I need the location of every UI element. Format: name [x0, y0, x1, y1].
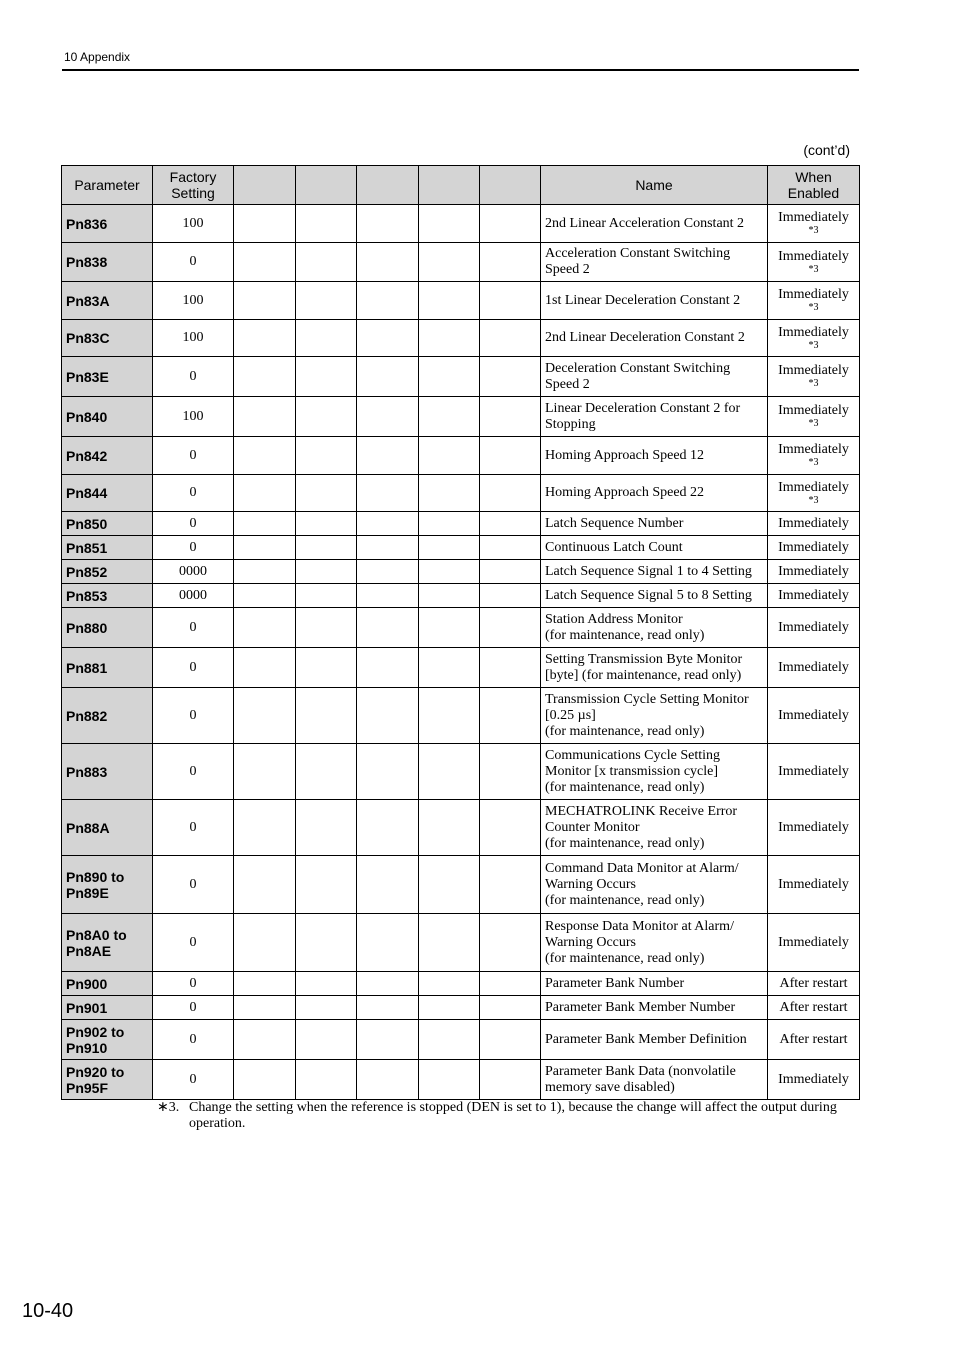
blank-cell	[234, 282, 296, 320]
factory-setting-cell: 0	[153, 972, 234, 996]
blank-cell	[357, 648, 419, 688]
blank-cell	[480, 688, 541, 744]
when-enabled-cell	[768, 437, 860, 475]
name-cell: Station Address Monitor (for maintenance, read only)	[541, 608, 768, 648]
name-cell: Linear Deceleration Constant 2 for Stopping	[541, 397, 768, 437]
blank-cell	[296, 996, 357, 1020]
factory-setting-cell: 0	[153, 357, 234, 397]
factory-setting-cell: 0	[153, 1060, 234, 1100]
table-row	[62, 475, 860, 512]
factory-setting-cell: 0	[153, 437, 234, 475]
table-row	[62, 397, 860, 437]
when-enabled-cell	[768, 560, 860, 584]
when-enabled-text: Immediately	[778, 707, 849, 723]
footnote-reference: *3	[808, 378, 819, 389]
blank-cell	[419, 205, 480, 243]
table-row	[62, 512, 860, 536]
blank-cell	[296, 914, 357, 972]
table-row	[62, 996, 860, 1020]
blank-cell	[296, 512, 357, 536]
blank-cell	[480, 914, 541, 972]
factory-setting-cell: 0	[153, 996, 234, 1020]
when-enabled-text: Immediately	[778, 539, 849, 555]
table-row	[62, 205, 860, 243]
blank-cell	[419, 688, 480, 744]
parameter-cell: Pn882	[62, 688, 153, 744]
name-cell: Homing Approach Speed 12	[541, 437, 768, 475]
when-enabled-text: Immediately	[778, 819, 849, 835]
blank-cell	[357, 205, 419, 243]
blank-cell	[234, 536, 296, 560]
blank-cell	[480, 320, 541, 357]
footnote-reference: *3	[808, 418, 819, 429]
parameter-cell: Pn850	[62, 512, 153, 536]
factory-setting-cell: 0	[153, 648, 234, 688]
table-row	[62, 972, 860, 996]
factory-setting-cell: 0	[153, 536, 234, 560]
blank-cell	[296, 608, 357, 648]
when-enabled-text: Immediately	[778, 876, 849, 892]
blank-cell	[234, 914, 296, 972]
name-cell: Parameter Bank Data (nonvolatile memory save disabled)	[541, 1060, 768, 1100]
table-row	[62, 608, 860, 648]
when-enabled-text: Immediately	[778, 363, 849, 378]
blank-cell	[480, 512, 541, 536]
blank-cell	[480, 243, 541, 282]
blank-cell	[480, 1060, 541, 1100]
when-enabled-cell	[768, 914, 860, 972]
footnote-reference: *3	[808, 225, 819, 236]
blank-cell	[419, 914, 480, 972]
name-cell: MECHATROLINK Receive Error Counter Monitor (for maintenance, read only)	[541, 800, 768, 856]
blank-cell	[234, 688, 296, 744]
parameter-cell: Pn83E	[62, 357, 153, 397]
table-row	[62, 584, 860, 608]
when-enabled-cell	[768, 357, 860, 397]
parameter-cell: Pn844	[62, 475, 153, 512]
blank-cell	[419, 512, 480, 536]
header-blank-3	[357, 166, 419, 205]
when-enabled-text: Immediately	[778, 479, 849, 495]
footnote-mark: ∗3.	[157, 1100, 180, 1115]
header-blank-5	[480, 166, 541, 205]
blank-cell	[296, 475, 357, 512]
blank-cell	[480, 996, 541, 1020]
table-header-row	[62, 166, 860, 205]
blank-cell	[480, 856, 541, 914]
factory-setting-cell: 0	[153, 856, 234, 914]
parameter-cell: Pn880	[62, 608, 153, 648]
blank-cell	[296, 856, 357, 914]
factory-setting-cell: 100	[153, 320, 234, 357]
blank-cell	[480, 1020, 541, 1060]
when-enabled-cell	[768, 688, 860, 744]
blank-cell	[419, 800, 480, 856]
factory-setting-cell: 0000	[153, 560, 234, 584]
table-row	[62, 357, 860, 397]
blank-cell	[480, 648, 541, 688]
when-enabled-cell	[768, 1020, 860, 1060]
when-enabled-cell	[768, 243, 860, 282]
when-enabled-text: After restart	[779, 1031, 848, 1047]
blank-cell	[419, 320, 480, 357]
section-header: 10 Appendix	[64, 50, 131, 64]
factory-setting-cell: 0000	[153, 584, 234, 608]
blank-cell	[480, 397, 541, 437]
blank-cell	[296, 648, 357, 688]
blank-cell	[234, 1060, 296, 1100]
name-cell: Latch Sequence Number	[541, 512, 768, 536]
parameter-cell: Pn842	[62, 437, 153, 475]
table-row	[62, 1060, 860, 1100]
blank-cell	[234, 996, 296, 1020]
footnote-reference: *3	[808, 457, 819, 468]
blank-cell	[357, 536, 419, 560]
blank-cell	[480, 584, 541, 608]
when-enabled-text: Immediately	[778, 1071, 849, 1087]
blank-cell	[296, 584, 357, 608]
when-enabled-text: Immediately	[778, 934, 849, 950]
blank-cell	[296, 536, 357, 560]
when-enabled-text: Immediately	[778, 659, 849, 675]
when-enabled-text: Immediately	[778, 619, 849, 635]
blank-cell	[480, 560, 541, 584]
name-cell: Response Data Monitor at Alarm/ Warning Occurs (for maintenance, read only)	[541, 914, 768, 972]
header-parameter: Parameter	[62, 166, 153, 205]
when-enabled-text: Immediately	[778, 210, 849, 225]
when-enabled-text: Immediately	[778, 587, 849, 603]
parameter-cell: Pn83A	[62, 282, 153, 320]
blank-cell	[480, 475, 541, 512]
blank-cell	[480, 744, 541, 800]
when-enabled-text: Immediately	[778, 324, 849, 340]
name-cell: 1st Linear Deceleration Constant 2	[541, 282, 768, 320]
parameter-cell: Pn8A0 to Pn8AE	[62, 914, 153, 972]
header-factory-setting: Factory Setting	[153, 166, 234, 205]
header-name: Name	[541, 166, 768, 205]
blank-cell	[234, 856, 296, 914]
blank-cell	[234, 972, 296, 996]
blank-cell	[234, 584, 296, 608]
page-number: 10-40	[22, 1300, 74, 1322]
blank-cell	[296, 282, 357, 320]
when-enabled-cell	[768, 608, 860, 648]
blank-cell	[296, 357, 357, 397]
when-enabled-cell	[768, 648, 860, 688]
when-enabled-cell	[768, 320, 860, 357]
footnote-reference: *3	[808, 302, 819, 313]
footnote-reference: *3	[808, 494, 819, 506]
name-cell: Parameter Bank Member Definition	[541, 1020, 768, 1060]
blank-cell	[234, 437, 296, 475]
table-row	[62, 1020, 860, 1060]
factory-setting-cell: 0	[153, 1020, 234, 1060]
name-cell: Latch Sequence Signal 5 to 8 Setting	[541, 584, 768, 608]
parameter-cell: Pn88A	[62, 800, 153, 856]
blank-cell	[480, 205, 541, 243]
parameter-cell: Pn900	[62, 972, 153, 996]
blank-cell	[419, 475, 480, 512]
blank-cell	[234, 357, 296, 397]
when-enabled-cell	[768, 205, 860, 243]
blank-cell	[357, 996, 419, 1020]
blank-cell	[419, 996, 480, 1020]
blank-cell	[419, 243, 480, 282]
table-row	[62, 536, 860, 560]
blank-cell	[296, 243, 357, 282]
name-cell: 2nd Linear Acceleration Constant 2	[541, 205, 768, 243]
blank-cell	[357, 475, 419, 512]
blank-cell	[234, 608, 296, 648]
name-cell: Setting Transmission Byte Monitor [byte] (for maintenance, read only)	[541, 648, 768, 688]
blank-cell	[357, 512, 419, 536]
when-enabled-cell	[768, 996, 860, 1020]
name-cell: Homing Approach Speed 22	[541, 475, 768, 512]
blank-cell	[419, 437, 480, 475]
header-blank-2	[296, 166, 357, 205]
blank-cell	[419, 648, 480, 688]
blank-cell	[296, 205, 357, 243]
blank-cell	[419, 536, 480, 560]
when-enabled-cell	[768, 972, 860, 996]
name-cell: Communications Cycle Setting Monitor [x transmission cycle] (for maintenance, read only)	[541, 744, 768, 800]
blank-cell	[234, 397, 296, 437]
blank-cell	[419, 282, 480, 320]
factory-setting-cell: 0	[153, 914, 234, 972]
factory-setting-cell: 100	[153, 282, 234, 320]
name-cell: Latch Sequence Signal 1 to 4 Setting	[541, 560, 768, 584]
blank-cell	[296, 397, 357, 437]
blank-cell	[357, 856, 419, 914]
blank-cell	[296, 688, 357, 744]
blank-cell	[357, 1020, 419, 1060]
when-enabled-cell	[768, 584, 860, 608]
blank-cell	[419, 584, 480, 608]
when-enabled-text: Immediately	[778, 248, 849, 264]
when-enabled-text: Immediately	[778, 442, 849, 457]
blank-cell	[419, 856, 480, 914]
parameter-cell: Pn883	[62, 744, 153, 800]
when-enabled-cell	[768, 475, 860, 512]
when-enabled-text: After restart	[779, 999, 848, 1015]
name-cell: Continuous Latch Count	[541, 536, 768, 560]
blank-cell	[480, 437, 541, 475]
blank-cell	[357, 320, 419, 357]
name-cell: 2nd Linear Deceleration Constant 2	[541, 320, 768, 357]
table-row	[62, 282, 860, 320]
table-row	[62, 688, 860, 744]
when-enabled-cell	[768, 856, 860, 914]
when-enabled-text: Immediately	[778, 287, 849, 302]
parameter-cell: Pn902 to Pn910	[62, 1020, 153, 1060]
header-blank-4	[419, 166, 480, 205]
blank-cell	[357, 1060, 419, 1100]
factory-setting-cell: 0	[153, 744, 234, 800]
name-cell: Deceleration Constant Switching Speed 2	[541, 357, 768, 397]
blank-cell	[357, 397, 419, 437]
blank-cell	[234, 320, 296, 357]
blank-cell	[357, 243, 419, 282]
factory-setting-cell: 100	[153, 397, 234, 437]
when-enabled-text: Immediately	[778, 763, 849, 779]
blank-cell	[357, 800, 419, 856]
blank-cell	[419, 608, 480, 648]
blank-cell	[296, 1020, 357, 1060]
factory-setting-cell: 0	[153, 475, 234, 512]
table-body	[62, 205, 860, 1100]
blank-cell	[234, 648, 296, 688]
blank-cell	[296, 800, 357, 856]
blank-cell	[234, 512, 296, 536]
when-enabled-cell	[768, 1060, 860, 1100]
parameter-cell: Pn920 to Pn95F	[62, 1060, 153, 1100]
parameter-cell: Pn881	[62, 648, 153, 688]
blank-cell	[419, 1020, 480, 1060]
factory-setting-cell: 0	[153, 608, 234, 648]
parameter-cell: Pn836	[62, 205, 153, 243]
table-row	[62, 648, 860, 688]
blank-cell	[357, 688, 419, 744]
blank-cell	[480, 357, 541, 397]
name-cell: Parameter Bank Number	[541, 972, 768, 996]
blank-cell	[296, 1060, 357, 1100]
blank-cell	[419, 972, 480, 996]
blank-cell	[480, 282, 541, 320]
blank-cell	[296, 320, 357, 357]
footnote-reference: *3	[808, 339, 819, 351]
when-enabled-cell	[768, 397, 860, 437]
factory-setting-cell: 0	[153, 512, 234, 536]
when-enabled-text: After restart	[779, 975, 848, 991]
name-cell: Transmission Cycle Setting Monitor [0.25 µs] (for maintenance, read only)	[541, 688, 768, 744]
blank-cell	[357, 560, 419, 584]
blank-cell	[296, 437, 357, 475]
blank-cell	[480, 972, 541, 996]
blank-cell	[296, 744, 357, 800]
header-blank-1	[234, 166, 296, 205]
parameter-table	[61, 165, 860, 1100]
parameter-cell: Pn853	[62, 584, 153, 608]
parameter-cell: Pn852	[62, 560, 153, 584]
blank-cell	[419, 397, 480, 437]
blank-cell	[234, 243, 296, 282]
table-row	[62, 744, 860, 800]
blank-cell	[357, 972, 419, 996]
when-enabled-cell	[768, 800, 860, 856]
table-row	[62, 800, 860, 856]
when-enabled-cell	[768, 536, 860, 560]
footnote	[157, 1100, 857, 1132]
table-row	[62, 914, 860, 972]
name-cell: Command Data Monitor at Alarm/ Warning Occurs (for maintenance, read only)	[541, 856, 768, 914]
blank-cell	[357, 282, 419, 320]
when-enabled-text: Immediately	[778, 563, 849, 579]
blank-cell	[357, 914, 419, 972]
table-row	[62, 243, 860, 282]
blank-cell	[419, 560, 480, 584]
parameter-cell: Pn851	[62, 536, 153, 560]
blank-cell	[419, 357, 480, 397]
table-row	[62, 320, 860, 357]
name-cell: Acceleration Constant Switching Speed 2	[541, 243, 768, 282]
blank-cell	[357, 744, 419, 800]
factory-setting-cell: 100	[153, 205, 234, 243]
blank-cell	[296, 560, 357, 584]
when-enabled-text: Immediately	[778, 515, 849, 531]
parameter-cell: Pn840	[62, 397, 153, 437]
table-row	[62, 437, 860, 475]
header-when-enabled: When Enabled	[768, 166, 860, 205]
when-enabled-text: Immediately	[778, 403, 849, 418]
parameter-cell: Pn838	[62, 243, 153, 282]
factory-setting-cell: 0	[153, 243, 234, 282]
blank-cell	[234, 1020, 296, 1060]
blank-cell	[419, 1060, 480, 1100]
table-row	[62, 560, 860, 584]
blank-cell	[234, 475, 296, 512]
parameter-cell: Pn83C	[62, 320, 153, 357]
blank-cell	[419, 744, 480, 800]
blank-cell	[357, 437, 419, 475]
table-row	[62, 856, 860, 914]
blank-cell	[234, 800, 296, 856]
when-enabled-cell	[768, 744, 860, 800]
parameter-cell: Pn890 to Pn89E	[62, 856, 153, 914]
blank-cell	[480, 608, 541, 648]
blank-cell	[296, 972, 357, 996]
blank-cell	[357, 608, 419, 648]
continued-label: (cont’d)	[803, 142, 850, 158]
blank-cell	[357, 584, 419, 608]
factory-setting-cell: 0	[153, 688, 234, 744]
blank-cell	[234, 560, 296, 584]
footnote-text: Change the setting when the reference is stopped (DEN is set to 1), because the change will affect the output during operation.	[189, 1100, 837, 1131]
blank-cell	[480, 536, 541, 560]
footnote-reference: *3	[808, 263, 819, 275]
name-cell: Parameter Bank Member Number	[541, 996, 768, 1020]
when-enabled-cell	[768, 282, 860, 320]
blank-cell	[234, 744, 296, 800]
parameter-cell: Pn901	[62, 996, 153, 1020]
blank-cell	[234, 205, 296, 243]
factory-setting-cell: 0	[153, 800, 234, 856]
when-enabled-cell	[768, 512, 860, 536]
blank-cell	[357, 357, 419, 397]
blank-cell	[480, 800, 541, 856]
header-rule	[62, 69, 859, 71]
